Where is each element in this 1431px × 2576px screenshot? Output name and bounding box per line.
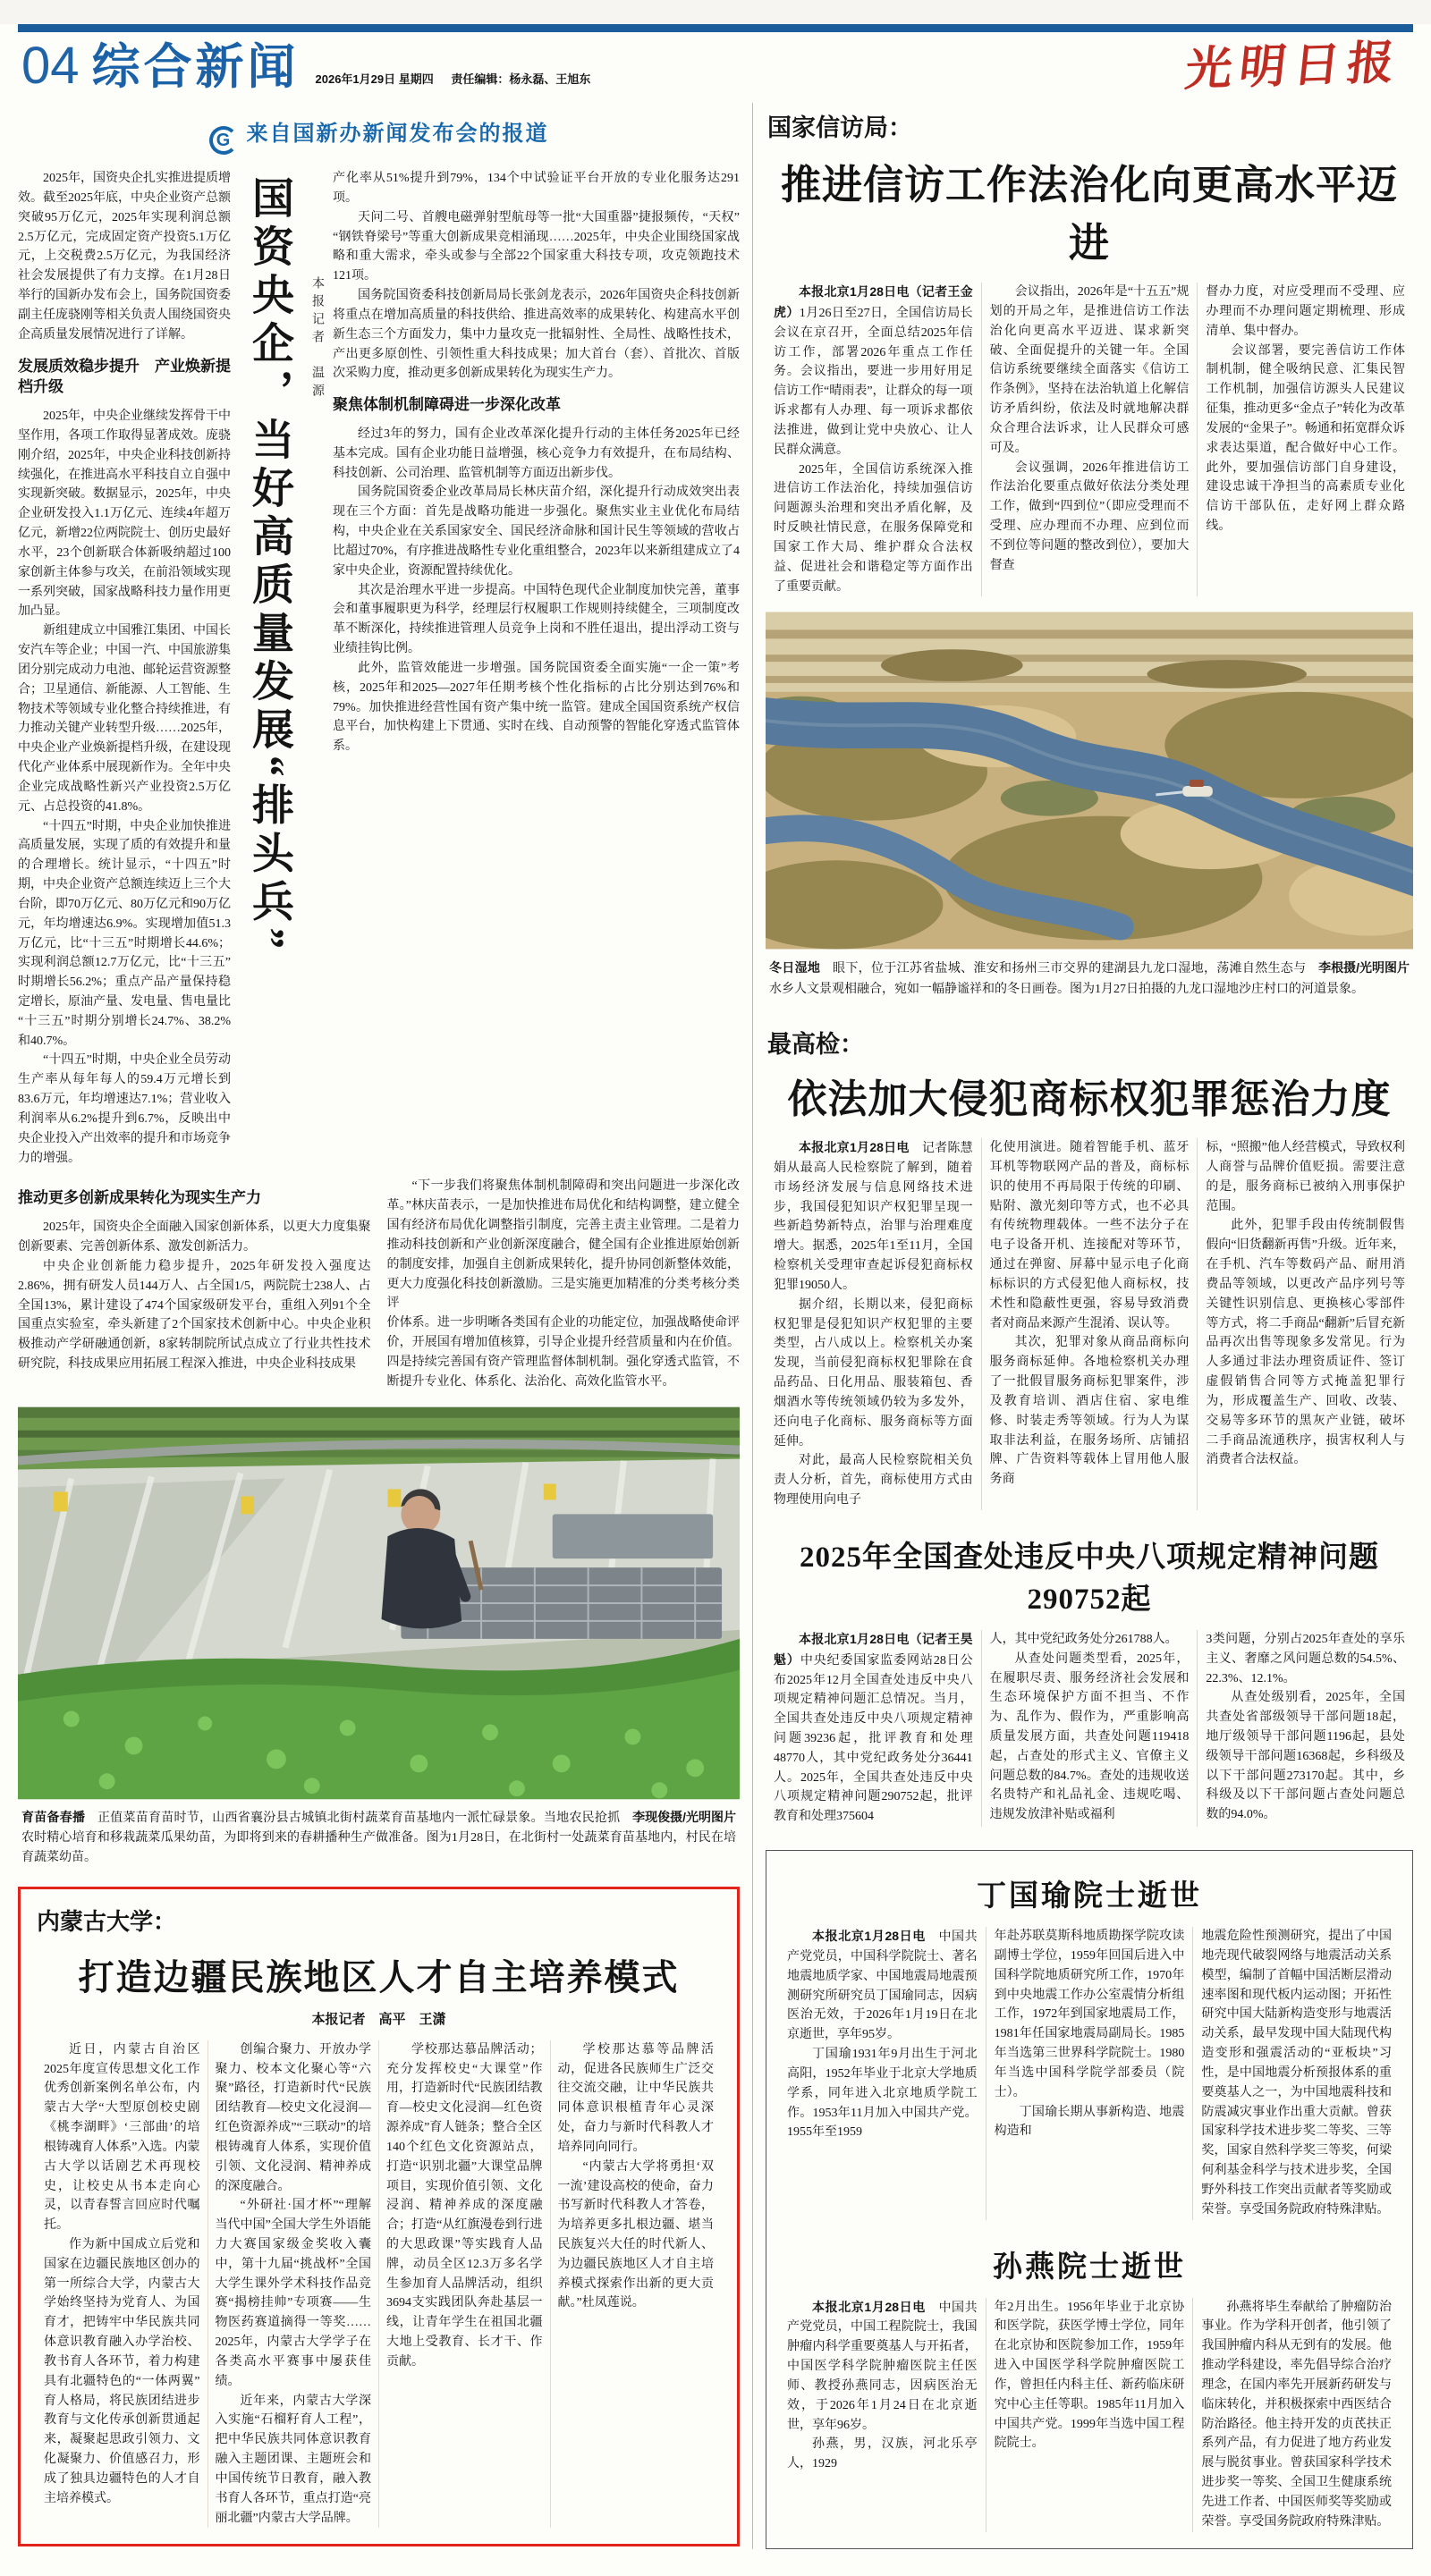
paragraph: 其次，犯罪对象从商品商标向服务商标延伸。各地检察机关办理了一批假冒服务商标犯罪案件，涉及教育培训、酒店住宿、家电维修、时装走秀等领域。行为人为谋取非法利益，在服务场所、店铺招牌、广告资料等载体上冒用他人服务商 (989, 1336, 1190, 1487)
dateline-lead: 本报北京1月28日电（记者王金虎） (774, 284, 973, 319)
farm-caption (18, 1800, 740, 1869)
paragraph: 孙燕将毕生奉献给了肿瘤防治事业。作为学科开创者，他引领了我国肿瘤内科从无到有的发展。他推动学科建设，率先倡导综合治疗理念，在国内率先开展新药研发与临床转化，并积极探索中西医结合防治路径。他主持开发的贞芪扶正系列产品，有力促进了地方药业发展与脱贫事业。曾获国家科学技术进步奖一等奖、全国卫生健康系统先进工作者、中国医师奖等奖励或荣誉。享受国务院政府特殊津贴。 (1201, 2300, 1393, 2529)
dateline-lead: 本报北京1月28日电（记者王昊魁） (774, 1631, 973, 1667)
soe-byline: 本报记者 温源 (310, 276, 325, 402)
paragraph: 国务院国资委科技创新局局长张剑龙表示，2026年国资央企科技创新将重点在增加高质量的科技供给、推进高效率的成果转化、构建高水平创新生态三个方面发力，集中力量攻克一批辐射性、全局性、战略性技术，产出更多原创性、引领性重大科技成果；加大首台（套）、首批次、首版次采购力度，推动更多创新成果转化为现实生产力。 (333, 289, 740, 381)
paragraph: 会议指出，2026年是“十五五”规划的开局之年，是推进信访工作法治化向更高水平迈进、谋求新突破、全面促提升的关键一年。全国信访系统要继续全面落实《信访工作条例》，坚持在法治轨道上化解信访矛盾纠纷，依法及时就地解决群众合理合法诉求，让人民群众可感可及。 (989, 285, 1190, 455)
soe-column-2 (333, 169, 740, 1168)
dateline-lead: 本报北京1月28日电 (812, 2299, 939, 2314)
paragraph: “十四五”时期，中央企业加快推进高质量发展，实现了质的有效提升和量的合理增长。统计显示，“十四五”时期，中央企业资产总额连续迈上三个大台阶，即70万亿元、80万亿元和90万亿元，年均增速达6.9%。实现增加值51.3万亿元，比“十三五”时期增长44.6%；实现利润总额12.7万亿元，比“十三五”时期增长56.2%；重点产品产量保持稳定增长，原油产量、发电量、售电量比“十三五”时期分别增长24.7%、38.2%和40.7%。 (18, 819, 231, 1048)
soe-headline: 国资央企，当好高质量发展“排头兵” (246, 176, 293, 956)
paragraph: 创编合聚力、开放办学聚力、校本文化聚心等“六聚”路径，打造新时代“民族团结教育—校史文化浸润—红色资源养成”“三联动”的培根铸魂育人体系，实现价值引领、文化浸润、精神养成的深度融合。 (215, 2042, 371, 2193)
xinfang-column-3 (1197, 283, 1413, 596)
wetland-caption (766, 950, 1413, 1000)
paragraph: 近日，内蒙古自治区2025年度宣传思想文化工作优秀创新案例名单公布，内蒙古大学“大型原创校史剧《桃李湖畔》‘三部曲’的培根铸魂育人体系”入选。内蒙古大学以话剧艺术再现校史，让校史从书本走向心灵，以青春誓言回应时代嘱托。 (44, 2042, 200, 2233)
xinfang-headline: 推进信访工作法治化向更高水平迈进 (780, 163, 1398, 266)
dateline-lead: 本报北京1月28日电 (799, 1140, 922, 1155)
university-headline: 打造边疆民族地区人才自主培养模式 (78, 1956, 680, 1997)
farm-caption-lead: 育苗备春播 (21, 1809, 86, 1824)
paragraph: 天问二号、首艘电磁弹射型航母等一批“大国重器”捷报频传，“天权”“钢铁脊梁号”等重大创新成果竞相涌现……2025年，中央企业围绕国家战略和重大需求，牵头或参与全部22个国家重大科技专项，攻克领跑技术121项。 (333, 210, 740, 283)
paragraph: 其次是治理水平进一步提高。中国特色现代企业制度加快完善，董事会和董事履职更为科学，经理层行权履职工作规则持续健全，三项制度改革不断深化，持续推进管理人员竞争上岗和不胜任退出，提出浮动工资与业绩挂钩比例。 (333, 583, 740, 656)
paragraph: 丁国瑜1931年9月出生于河北高阳，1952年毕业于北京大学地质学系，同年进入北京地质学院工作。1953年11月加入中国共产党。1955年至1959 (787, 2048, 978, 2140)
paragraph: 本报北京1月28日电（记者王金虎）1月26日至27日，全国信访局长会议在京召开，全面总结2025年信访工作，部署2026年重点工作任务。会议指出，要进一步用好用足信访工作“晴雨表”，让群众的每一项诉求都有人办理、每一项诉求都依法推进，做到让党中央放心、让人民群众满意。 (774, 284, 973, 457)
paragraph: 作为新中国成立后党和国家在边疆民族地区创办的第一所综合大学，内蒙古大学始终坚持为党育人、为国育才，把铸牢中华民族共同体意识教育融入办学治校、教书育人各环节，着力构建具有北疆特色的“一体两翼”育人格局，将民族团结进步教育与文化传承创新贯通起来，凝聚起思政引领力、文化凝聚力、价值感召力，形成了独具边疆特色的人才自主培养模式。 (44, 2238, 200, 2505)
dateline (316, 70, 605, 87)
discipline-column-2 (981, 1630, 1198, 1827)
obituary-ding-headline: 丁国瑜院士逝世 (977, 1880, 1202, 1913)
wetland-photo (766, 611, 1413, 950)
discipline-headline: 2025年全国查处违反中央八项规定精神问题290752起 (800, 1541, 1379, 1616)
scio-g-icon: G (209, 126, 238, 155)
obituary-sun-headline: 孙燕院士逝世 (993, 2251, 1186, 2284)
wetland-caption-text: 眼下，位于江苏省盐城、淮安和扬州三市交界的建湖县九龙口湿地，荡滩自然生态与水乡人文景观相融合，宛如一幅静谧祥和的冬日画卷。图为1月27日拍摄的九龙口湿地沙庄村口的河道景象。 (769, 962, 1364, 996)
soe-bottom-column-2 (387, 1177, 741, 1391)
paragraph: 此外，犯罪手段由传统制假售假向“旧货翻新再售”升级。近年来，在手机、汽车等数码产品、耐用消费品等领域，以更改产品序列号等关键性识别信息、更换核心零部件等方式，将二手商品“翻新”后冒充新品再次出售等现象多发常见。行为人多通过非法办理资质证件、签订虚假销售合同等方式掩盖犯罪行为，形成覆盖生产、回收、改装、交易等多环节的黑灰产业链，破坏二手商品流通秩序，损害权利人与消费者合法权益。 (1206, 1219, 1406, 1467)
paragraph: 从查处问题类型看，2025年，在履职尽责、服务经济社会发展和生态环境保护方面不担当、不作为、乱作为、假作为，严重影响高质量发展方面，共查处问题119418起，占查处的形式主义、官僚主义问题总数的84.7%。查处的违规收送名贵特产和礼品礼金、违规吃喝、违规发放津补贴或福利 (989, 1651, 1190, 1822)
right-region (753, 103, 1413, 2548)
paragraph: 本报北京1月28日电 记者陈慧娟从最高人民检察院了解到，随着市场经济发展与信息网络技术进步，我国侵犯知识产权犯罪呈现一些新趋势新特点，治罪与治理难度增大。据悉，2025年1至11月，全国检察机关受理审查起诉侵犯商标权犯罪19050人。 (774, 1140, 973, 1292)
paragraph: 标，“照搬”他人经营模式，导致权利人商誉与品牌价值贬损。需要注意的是，服务商标已被纳入刑事保护范围。 (1206, 1141, 1406, 1213)
paragraph: 近年来，内蒙古大学深入实施“石榴籽育人工程”，把中华民族共同体意识教育融入主题团课、主题班会和中国传统节日教育，融入教书育人各环节，重点打造“亮丽北疆”内蒙古大学品牌。 (215, 2394, 371, 2525)
paragraph: 学校那达慕品牌活动；充分发挥校史“大课堂”作用，打造新时代“民族团结教育—校史文化浸润—红色资源养成”育人链条；整合全区140个红色文化资源站点，打造“识别北疆”大课堂品牌项目，实现价值引领、文化浸润、精神养成的深度融合；打造“从红旗漫卷到行进的大思政课”等实践育人品牌，动员全区12.3万多名学生参加育人品牌活动，组织3694支实践团队奔赴基层一线，让青年学生在祖国北疆大地上受教育、长才干、作贡献。 (386, 2042, 543, 2369)
paragraph: 经过3年的努力，国有企业改革深化提升行动的主体任务2025年已经基本完成。国有企业功能日益增强，核心竞争力有效提升，在布局结构、科技创新、公司治理、监管机制等方面迈出新步伐。 (333, 427, 740, 480)
article-procuratorate (766, 1019, 1413, 1510)
obituary-sun-column-3 (1192, 2298, 1400, 2532)
inline-subhead: 聚焦体制机制障碍进一步深化改革 (333, 396, 562, 414)
university-kicker: 内蒙古大学： (37, 1907, 177, 1935)
obituary-sun-column-2 (986, 2298, 1193, 2532)
paragraph: 从查处级别看，2025年，全国共查处省部级领导干部问题18起，地厅级领导干部问题1196起，县处级领导干部问题16368起，乡科级及以下干部问题273170起。其中，乡科级及以下干部问题占查处问题总数的94.0%。 (1206, 1691, 1406, 1822)
xinfang-kicker: 国家信访局： (767, 114, 912, 142)
inline-subhead: 推动更多创新成果转化为现实生产力 (18, 1189, 261, 1207)
university-column-1 (37, 2040, 207, 2529)
newspaper-page (0, 24, 1431, 2576)
header-blue-bar (18, 24, 1413, 32)
paragraph: 此外，监管效能进一步增强。国务院国资委全面实施“一企一策”考核，2025年和2025—2027年任期考核个性化指标的占比分别达到76%和79%。加快推进经营性国有资产集中统一监管。建成全国国资系统产权信息平台，加快构建上下贯通、实时在线、自动预警的智能化穿透式监管体系。 (333, 661, 740, 754)
paragraph: 3类问题，分别占2025年查处的享乐主义、奢靡之风问题总数的54.5%、22.3%、12.1%。 (1206, 1632, 1406, 1685)
obituary-ding-column-1 (779, 1927, 986, 2219)
university-byline: 本报记者 高平 王潇 (311, 2012, 446, 2027)
dateline-lead: 本报北京1月28日电 (812, 1929, 939, 1944)
article-soe (18, 169, 740, 1391)
paragraph: 据介绍，长期以来，侵犯商标权犯罪是侵犯知识产权犯罪的主要类型，占八成以上。检察机关办案发现，当前侵犯商标权犯罪除在食品药品、日化用品、服装箱包、香烟酒水等传统领域仍较为多发外，还向电子化商标、服务商标等方面延伸。 (774, 1297, 973, 1448)
obituary-ding-column-2 (986, 1927, 1193, 2219)
paragraph: 中央企业创新能力稳步提升，2025年研发投入强度达2.86%，拥有研发人员144万人、占全国1/5，两院院士238人、占全国13%，累计建设了474个国家级研发平台，重组入列91个全国重点实验室，牵头新建了2个国家技术创新中心。中央企业积极推动产学研融通创新，8家转制院所试点成立了行业共性技术研究院，科技成果应用拓展工程深入推进，中央企业科技成果 (18, 1259, 371, 1372)
article-discipline (766, 1533, 1413, 1827)
xinfang-column-2 (981, 283, 1198, 596)
paragraph: 产化率从51%提升到79%，134个中试验证平台开放的专业化服务达291项。 (333, 172, 740, 205)
press-conference-banner (18, 103, 740, 164)
page-header (18, 24, 1413, 96)
obituary-ding (779, 1872, 1400, 2219)
paragraph: 本报北京1月28日电 中国共产党党员，中国科学院院士、著名地震地质学家、中国地震局地震预测研究所研究员丁国瑜同志，因病医治无效，于2026年1月19日在北京逝世，享年95岁。 (787, 1929, 978, 2042)
procuratorate-kicker: 最高检： (767, 1031, 864, 1059)
paragraph: 2025年，全国信访系统深入推进信访工作法治化，持续加强信访问题源头治理和突出矛盾化解，及时反映社情民意，在服务保障党和国家工作大局、维护群众合法权益、促进社会和谐稳定等方面作出了重要贡献。 (774, 462, 973, 594)
banner-title: 来自国新办新闻发布会的报道 (246, 122, 549, 147)
paragraph: 2025年，国资央企全面融入国家创新体系，以更大力度集聚创新要素、完善创新体系、激发创新活力。 (18, 1220, 371, 1254)
obituary-sun (779, 2243, 1400, 2532)
inline-subhead: 发展质效稳步提升 产业焕新提档升级 (18, 357, 231, 396)
paragraph: 年赴苏联莫斯科地质勘探学院攻读副博士学位，1959年回国后进入中国科学院地质研究所工作，1970年到中央地震工作办公室震情分析组工作，1972年到国家地震局工作，1981年任国家地震局副局长。1985年当选第三世界科学院院士。1980年当选中国科学院学部委员（院士）。 (994, 1930, 1185, 2099)
farm-credit: 李现俊摄/光明图片 (632, 1809, 736, 1824)
farm-photo (18, 1406, 740, 1800)
procuratorate-headline: 依法加大侵犯商标权犯罪惩治力度 (787, 1077, 1392, 1122)
discipline-column-1 (766, 1630, 981, 1827)
farm-caption-text: 正值菜苗育苗时节，山西省襄汾县古城镇北街村蔬菜育苗基地内一派忙碌景象。当地农民抢抓农时精心培育和移栽蔬菜瓜果幼苗，为即将到来的春耕播种生产做准备。图为1月28日，在北街村一处蔬菜育苗基地内，村民在培育蔬菜幼苗。 (21, 1811, 736, 1865)
paragraph: 会议部署，要完善信访工作体制机制，健全吸纳民意、汇集民智工作机制，加强信访源头人民建议征集，推动更多“金点子”转化为改革发展的“金果子”。畅通和拓宽群众诉求表达渠道，配合做好中心工作。此外，要加强信访部门自身建设，建设忠诚干净担当的高素质专业化信访干部队伍，走好网上群众路线。 (1206, 343, 1406, 534)
article-university (18, 1887, 740, 2547)
paragraph: 新组建成立中国雅江集团、中国长安汽车等企业；中国一汽、中国旅游集团分别完成动力电池、邮轮运营资源整合；卫星通信、新能源、人工智能、生物技术等领域专业化整合持续推进，有力推动关键产业转型升级……2025年，中央企业产业焕新提档升级，在建设现代化产业体系中展现新作为。全年中央企业完成战略性新兴产业投资2.5万亿元、占总投资的41.8%。 (18, 624, 231, 814)
paragraph: 学校那达慕等品牌活动，促进各民族师生广泛交往交流交融，让中华民族共同体意识根植青年心灵深处，奋力与新时代科教人才培养同向同行。 (557, 2042, 714, 2154)
paragraph: “内蒙古大学将勇担‘双一流’建设高校的使命，奋力书写新时代科教人才答卷，为培养更多扎根边疆、堪当民族复兴大任的时代新人、为边疆民族地区人才自主培养模式探索作出新的更大贡献。”杜凤莲说。 (557, 2159, 714, 2310)
soe-bottom-column-1 (18, 1177, 371, 1391)
procuratorate-column-1 (766, 1138, 981, 1510)
wetland-photo-figure (766, 611, 1413, 1000)
farm-photo-figure (18, 1406, 740, 1869)
xinfang-column-1 (766, 283, 981, 596)
paragraph: 会议强调，2026年推进信访工作法治化要重点做好依法分类处理工作，做到“四到位”（即应受理而不受理、应办理而不办理、应到位而不到位等问题的整改到位），要加大督查 (989, 460, 1190, 572)
paragraph: 价体系。进一步明晰各类国有企业的功能定位，加强战略使命评价，开展国有增加值核算，引导企业提升经营质量和内在价值。四是持续完善国有资产管理监督体制机制。强化穿透式监管，不断提升专业化、体系化、法治化、高效化监管水平。 (386, 1316, 740, 1389)
editors-text: 责任编辑：杨永磊、王旭东 (451, 72, 591, 87)
paragraph: “十四五”时期，中央企业全员劳动生产率从每年每人的59.4万元增长到83.6万元，年均增速达7.1%；营业收入利润率从6.2%提升到6.7%，反映出中央企业投入产出效率的提升和市场竞争力的增强。 (18, 1053, 231, 1165)
section-title: 综合新闻 (91, 39, 300, 94)
paragraph: 人，其中党纪政务处分261788人。 (989, 1632, 1178, 1646)
wetland-credit: 李根摄/光明图片 (1318, 960, 1410, 976)
article-xinfang (766, 103, 1413, 596)
left-region (18, 103, 753, 2548)
page-number: 04 (21, 37, 80, 95)
obituary-sun-column-1 (779, 2298, 986, 2532)
university-column-4 (550, 2040, 722, 2529)
procuratorate-column-3 (1197, 1138, 1413, 1510)
paragraph: “外研社·国才杯”“理解当代中国”全国大学生外语能力大赛国家级金奖收入囊中，第十九届“挑战杯”全国大学生课外学术科技作品竞赛“揭榜挂帅”专项赛——生物医药赛道摘得一等奖……2025年，内蒙古大学学子在各类高水平赛事中屡获佳绩。 (215, 2199, 371, 2388)
newspaper-logo: 光明日报 (1182, 38, 1404, 97)
obituary-ding-column-3 (1192, 1927, 1400, 2219)
paragraph: “下一步我们将聚焦体制机制障碍和突出问题进一步深化改革。”林庆苗表示，一是加快推进布局优化和结构调整，建立健全国有经济布局优化调整指引制度，完善主责主业管理。二是着力推动科技创新和产业创新深度融合，健全国有企业推进原始创新的制度安排，加强自主创新成果转化，提升协同创新整体效能，更大力度强化科技创新激励。三是实施更加精准的分类考核分类评 (386, 1179, 740, 1311)
university-column-2 (207, 2040, 379, 2529)
paragraph: 孙燕，男，汉族，河北乐亭人，1929 (787, 2437, 978, 2471)
soe-column-1 (18, 169, 231, 1168)
date-text: 2026年1月29日 星期四 (315, 72, 434, 87)
paragraph: 对此，最高人民检察院相关负责人分析，首先，商标使用方式由物理使用向电子 (774, 1454, 973, 1508)
paragraph: 本报北京1月28日电（记者王昊魁）中央纪委国家监委网站28日公布2025年12月全国查处违反中央八项规定精神问题汇总情况。当月，全国共查处违反中央八项规定精神问题39236起，批评教育和处理48770人，其中党纪政务处分36441人。2025年，全国共查处违反中央八项规定精神问题290752起，批评教育和处理375604 (774, 1631, 973, 1824)
wetland-caption-lead: 冬日湿地 (769, 960, 821, 976)
discipline-column-3 (1197, 1630, 1413, 1827)
paragraph: 督办力度，对应受理而不受理、应办理而不办理问题定期梳理、形成清单、集中督办。 (1206, 285, 1406, 338)
obituaries-box (766, 1850, 1413, 2548)
paragraph: 2025年，中央企业继续发挥骨干中坚作用，各项工作取得显著成效。庞骁刚介绍，2025年，中央企业科技创新持续强化，在推进高水平科技自立自强中实现新突破。数据显示，2025年，中央企业研发投入1.1万亿元、连续4年超万亿元，新增22位两院院士、创历史最好水平，23个创新联合体新吸纳超过100家创新主体参与攻关，在前沿领域实现一系列突破，国家战略科技力量作用更加凸显。 (18, 410, 231, 619)
paragraph: 丁国瑜长期从事新构造、地震构造和 (994, 2105, 1185, 2139)
procuratorate-column-2 (981, 1138, 1198, 1510)
paragraph: 地震危险性预测研究，提出了中国地壳现代破裂网络与地震活动关系模型，编制了首幅中国活断层滑动速率图和现代板内运动图；开拓性研究中国大陆新构造变形与地震活动关系，最早发现中国大陆现代构造变形和强震活动的“亚板块”习性，是中国地震分析预报体系的重要奠基人之一，为中国地震科技和防震减灾事业作出重大贡献。曾获国家科学技术进步奖二等奖、三等奖，国家自然科学奖三等奖，何梁何利基金科学与技术进步奖，全国野外科技工作突出贡献者等奖励或荣誉。享受国务院政府特殊津贴。 (1201, 1930, 1393, 2217)
paragraph: 化使用演进。随着智能手机、蓝牙耳机等物联网产品的普及，商标标识的使用不再局限于传统的印刷、贴附、激光刻印等方式，也不必具有传统物理载体。一些不法分子在电子设备开机、连接配对等环节，通过在弹窗、屏幕中显示电子化商标标识的方式侵犯他人商标权，技术性和隐蔽性更强，容易导致消费者对商品来源产生混淆、误认等。 (989, 1141, 1190, 1330)
paragraph: 年2月出生。1956年毕业于北京协和医学院，获医学博士学位，同年在北京协和医院参加工作，1959年进入中国医学科学院肿瘤医院工作，曾担任内科主任、新药临床研究中心主任等职。1985年11月加入中国共产党。1999年当选中国工程院院士。 (994, 2300, 1185, 2451)
university-column-3 (378, 2040, 550, 2529)
paragraph: 本报北京1月28日电 中国共产党党员，中国工程院院士，我国肿瘤内科学重要奠基人与开拓者，中国医学科学院肿瘤医院主任医师、教授孙燕同志，因病医治无效，于2026年1月24日在北京逝世，享年96岁。 (787, 2299, 978, 2432)
paragraph: 国务院国资委企业改革局局长林庆苗介绍，深化提升行动成效突出表现在三个方面：首先是战略功能进一步强化。聚焦实业主业优化布局结构，中央企业在关系国家安全、国民经济命脉和国计民生等领域的营收占比超过70%，有序推进战略性专业化重组整合，2023年以来新组建成立了4家中央企业，资源配置持续优化。 (333, 486, 740, 578)
paragraph: 2025年，国资央企扎实推进提质增效。截至2025年底，中央企业资产总额突破95万亿元，2025年实现利润总额2.5万亿元，完成固定资产投资5.1万亿元，上交税费2.5万亿元，为我国经济社会发展提供了有力支撑。在1月28日举行的国新办发布会上，国务院国资委副主任庞骁刚等相关负责人围绕国资央企高质量发展情况进行了详解。 (18, 172, 231, 342)
page-content (18, 103, 1413, 2548)
